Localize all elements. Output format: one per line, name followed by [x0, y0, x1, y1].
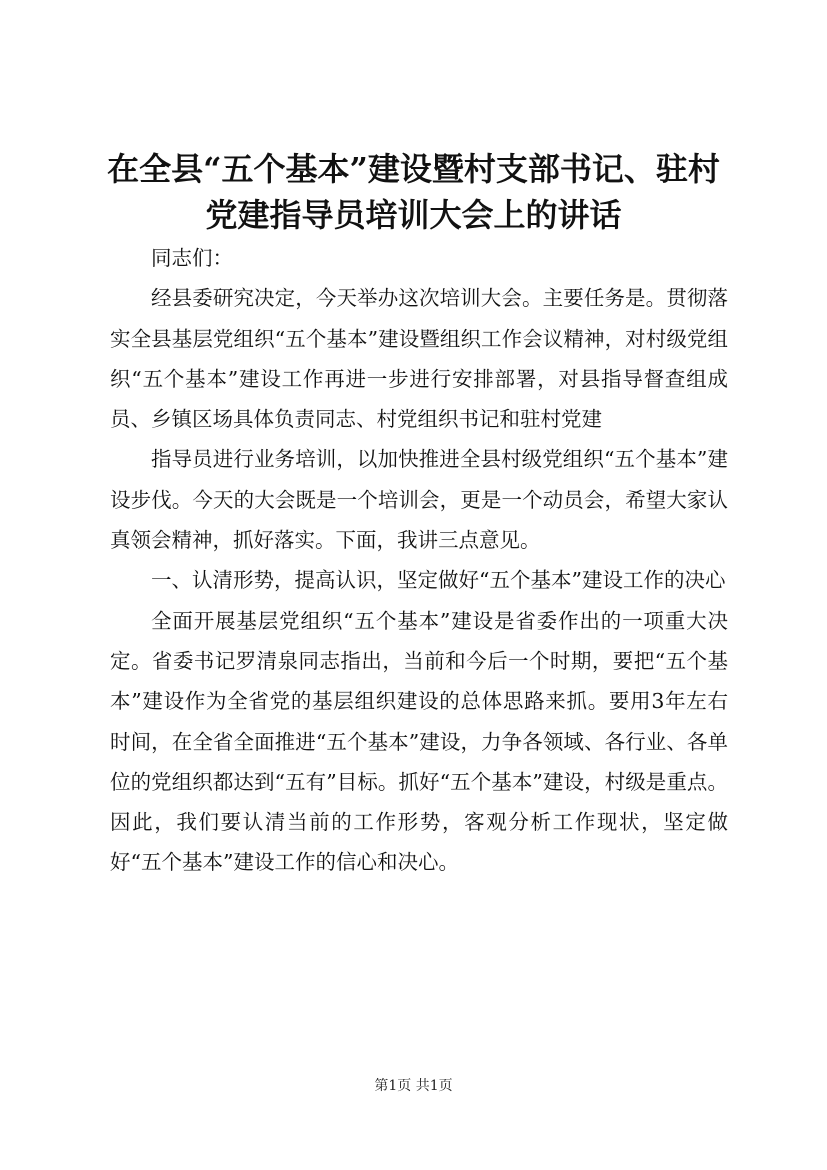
- body-paragraph: 指导员进行业务培训，以加快推进全县村级党组织“五个基本”建设步伐。今天的大会既是一个培训会，更是一个动员会，希望大家认真领会精神，抓好落实。下面，我讲三点意见。: [110, 447, 728, 553]
- page-number-label: 第1页 共1页: [374, 1078, 453, 1094]
- salutation: 同志们：: [151, 246, 233, 270]
- page-footer: [0, 1076, 827, 1096]
- document-body: [110, 238, 728, 883]
- body-paragraph: 经县委研究决定，今天举办这次培训大会。主要任务是。贯彻落实全县基层党组织“五个基本”建设暨组织工作会议精神，对村级党组织“五个基本”建设工作再进一步进行安排部署，对县指导督查组成员、乡镇区场具体负责同志、村党组织书记和驻村党建: [110, 286, 728, 432]
- document-title: 在全县“五个基本”建设暨村支部书记、驻村党建指导员培训大会上的讲话: [107, 150, 720, 234]
- body-paragraph: 全面开展基层党组织“五个基本”建设是省委作出的一项重大决定。省委书记罗清泉同志指出，当前和今后一个时期，要把“五个基本”建设作为全省党的基层组织建设的总体思路来抓。要用3年左右时间，在全省全面推进“五个基本”建设，力争各领域、各行业、各单位的党组织都达到“五有”目标。抓好“五个基本”建设，村级是重点。因此，我们要认清当前的工作形势，客观分析工作现状，坚定做好“五个基本”建设工作的信心和决心。: [110, 608, 728, 875]
- section-heading: 一、认清形势，提高认识，坚定做好“五个基本”建设工作的决心: [151, 568, 726, 593]
